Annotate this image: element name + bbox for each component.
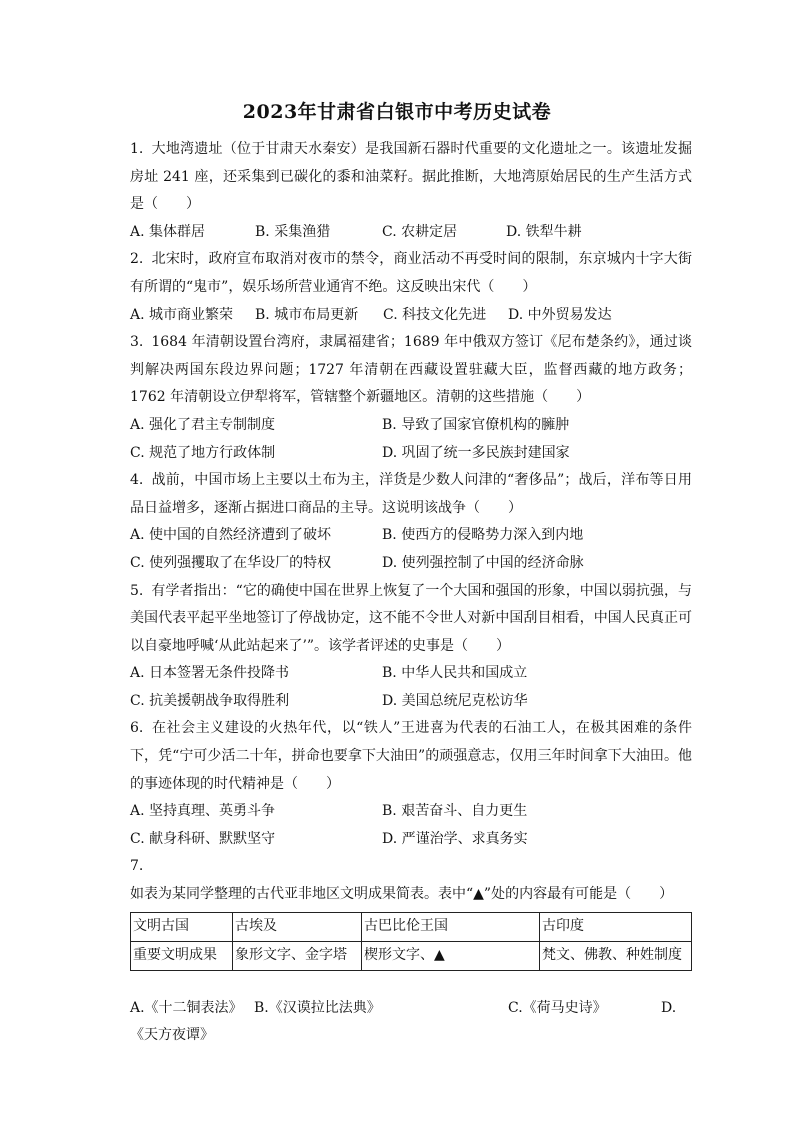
question-4 (130, 467, 692, 577)
question-text: 如表为某同学整理的古代亚非地区文明成果简表。表中“▲”处的内容最有可能是（ ） (130, 886, 674, 903)
option-a[interactable]: A.《十二铜表法》 (130, 999, 243, 1016)
option-c[interactable]: C. 献身科研、默默坚守 (130, 830, 276, 847)
table-cell: 楔形文字、▲ (362, 941, 540, 970)
options-row (130, 688, 692, 716)
option-d[interactable]: D. 中外贸易发达 (508, 306, 612, 323)
question-5 (130, 578, 692, 716)
option-d[interactable]: D. 美国总统尼克松访华 (382, 692, 528, 709)
civilization-table (130, 912, 692, 971)
question-number: 2. (130, 251, 144, 268)
question-stem (130, 136, 692, 219)
options-row (130, 302, 692, 330)
option-c[interactable]: C. 使列强攫取了在华设厂的特权 (130, 554, 332, 571)
question-stem (130, 853, 692, 908)
option-d-text[interactable]: 《天方夜谭》 (130, 1026, 214, 1043)
option-c[interactable]: C. 抗美援朝战争取得胜利 (130, 692, 290, 709)
options-row (130, 522, 692, 550)
option-b[interactable]: B. 导致了国家官僚机构的臃肿 (382, 416, 570, 433)
table-cell: 梵文、佛教、种姓制度 (540, 941, 692, 970)
option-a[interactable]: A. 集体群居 (130, 223, 206, 240)
option-c[interactable]: C.《荷马史诗》 (508, 999, 607, 1016)
table-row (131, 941, 692, 970)
table-cell: 文明古国 (131, 912, 233, 941)
option-d[interactable]: D. 铁犁牛耕 (506, 223, 582, 240)
option-a[interactable]: A. 使中国的自然经济遭到了破坏 (130, 527, 332, 544)
option-b[interactable]: B. 采集渔猎 (255, 223, 331, 240)
question-stem (130, 578, 692, 661)
question-3 (130, 329, 692, 467)
question-list (130, 136, 692, 1050)
question-stem (130, 715, 692, 798)
option-b[interactable]: B. 艰苦奋斗、自力更生 (382, 803, 528, 820)
option-a[interactable]: A. 日本签署无条件投降书 (130, 665, 290, 682)
question-stem (130, 329, 692, 412)
table-cell: 重要文明成果 (131, 941, 233, 970)
option-b[interactable]: B. 使西方的侵略势力深入到内地 (382, 527, 584, 544)
question-text: 北宋时，政府宣布取消对夜市的禁令，商业活动不再受时间的限制，东京城内十字大街有所谓的“鬼市”，娱乐场所营业通宵不绝。这反映出宋代（ ） (130, 251, 692, 295)
question-number: 5. (130, 582, 144, 599)
options-row (130, 219, 692, 247)
option-d[interactable]: D. (661, 999, 677, 1016)
option-c[interactable]: C. 农耕定居 (382, 223, 458, 240)
options-row (130, 995, 692, 1050)
options-row (130, 660, 692, 688)
table-header-row (131, 912, 692, 941)
question-6 (130, 715, 692, 853)
option-c[interactable]: C. 规范了地方行政体制 (130, 444, 276, 461)
table-cell: 古印度 (540, 912, 692, 941)
option-a[interactable]: A. 城市商业繁荣 (130, 306, 234, 323)
question-7 (130, 853, 692, 1049)
option-a[interactable]: A. 坚持真理、英勇斗争 (130, 803, 276, 820)
option-c[interactable]: C. 科技文化先进 (383, 306, 487, 323)
question-text: 大地湾遗址（位于甘肃天水秦安）是我国新石器时代重要的文化遗址之一。该遗址发掘房址 241 座，还采集到已碳化的黍和油菜籽。据此推断，大地湾原始居民的生产生活方式是（ ） (130, 141, 692, 213)
page-title: 2023年甘肃省白银市中考历史试卷 (242, 101, 552, 123)
option-d[interactable]: D. 使列强控制了中国的经济命脉 (382, 554, 584, 571)
question-number: 3. (130, 334, 144, 351)
option-d[interactable]: D. 巩固了统一多民族封建国家 (382, 444, 570, 461)
option-b[interactable]: B. 城市布局更新 (255, 306, 359, 323)
question-number: 4. (130, 472, 144, 489)
option-b[interactable]: B. 中华人民共和国成立 (382, 665, 528, 682)
options-row (130, 798, 692, 826)
options-row (130, 826, 692, 854)
option-a[interactable]: A. 强化了君主专制制度 (130, 416, 276, 433)
question-text: 战前，中国市场上主要以土布为主，洋货是少数人问津的“奢侈品”；战后，洋布等日用品日益增多，逐渐占据进口商品的主导。这说明该战争（ ） (130, 472, 692, 516)
question-stem (130, 467, 692, 522)
question-text: 有学者指出：“它的确使中国在世界上恢复了一个大国和强国的形象，中国以弱抗强，与美国代表平起平坐地签订了停战协定，这不能不令世人对新中国刮目相看，中国人民真正可以自豪地呼喊‘从此站起来了’”。该学者评述的史事是（ ） (130, 582, 692, 654)
options-row (130, 550, 692, 578)
option-d[interactable]: D. 严谨治学、求真务实 (382, 830, 528, 847)
options-row (130, 412, 692, 440)
table-cell: 古埃及 (233, 912, 362, 941)
question-number: 6. (130, 720, 144, 737)
question-text: 1684 年清朝设置台湾府，隶属福建省；1689 年中俄双方签订《尼布楚条约》，通过谈判解决两国东段边界问题；1727 年清朝在西藏设置驻藏大臣，监督西藏的地方政务；1762 年清朝设立伊犁将军，管辖整个新疆地区。清朝的这些措施（ ） (130, 334, 692, 406)
options-row (130, 440, 692, 468)
question-number: 1. (130, 141, 144, 157)
question-text: 在社会主义建设的火热年代，以“铁人”王进喜为代表的石油工人，在极其困难的条件下，凭“宁可少活二十年，拼命也要拿下大油田”的顽强意志，仅用三年时间拿下大油田。他的事迹体现的时代精神是（ ） (130, 720, 692, 792)
question-2 (130, 246, 692, 329)
question-stem (130, 246, 692, 301)
table-cell: 古巴比伦王国 (362, 912, 540, 941)
question-number: 7. (130, 858, 144, 875)
option-b[interactable]: B.《汉谟拉比法典》 (254, 999, 381, 1016)
table-cell: 象形文字、金字塔 (233, 941, 362, 970)
question-1 (130, 136, 692, 246)
